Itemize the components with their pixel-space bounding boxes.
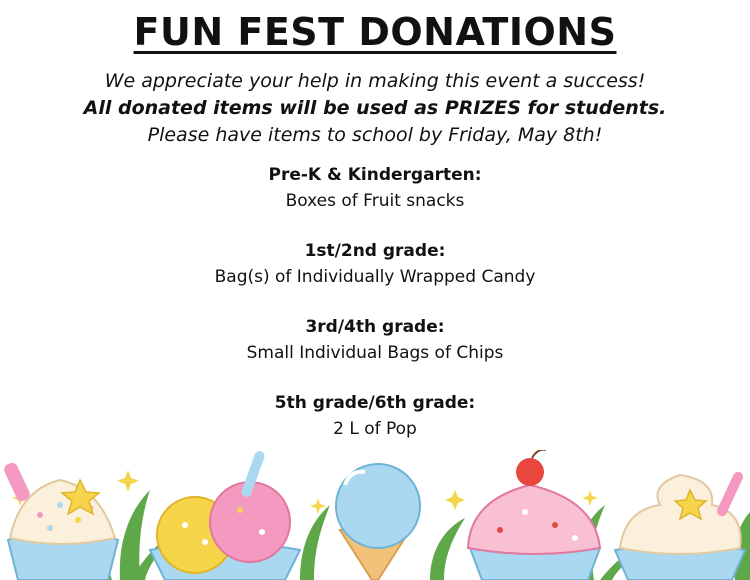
grade-label: 1st/2nd grade: [304,241,446,261]
grade-item: Boxes of Fruit snacks [285,191,465,211]
cupcake-icon [468,450,600,580]
ice-cream-cone-icon [336,464,420,580]
grade-list [0,162,750,466]
grade-label: 3rd/4th grade: [305,317,445,337]
intro-text [0,68,750,149]
intro-line-3: Please have items to school by Friday, May 8th! [147,124,603,146]
grade-label: 5th grade/6th grade: [274,393,476,413]
grade-block-3rd-4th [0,314,750,390]
ice-cream-border-illustration [0,450,750,580]
cherry-icon [516,458,544,486]
grade-item: Bag(s) of Individually Wrapped Candy [214,267,536,287]
intro-line-2: All donated items will be used as PRIZES for students. [83,97,667,119]
sundae-icon [2,461,118,580]
grade-item: Small Individual Bags of Chips [246,343,504,363]
page-title: FUN FEST DONATIONS [133,10,617,54]
soft-serve-icon [615,470,745,580]
grade-label: Pre-K & Kindergarten: [268,165,482,185]
ice-cream-scoops-icon [150,450,300,580]
intro-line-1: We appreciate your help in making this event a success! [104,70,646,92]
grade-block-prek-k [0,162,750,238]
grade-block-1st-2nd [0,238,750,314]
grade-item: 2 L of Pop [333,419,417,439]
